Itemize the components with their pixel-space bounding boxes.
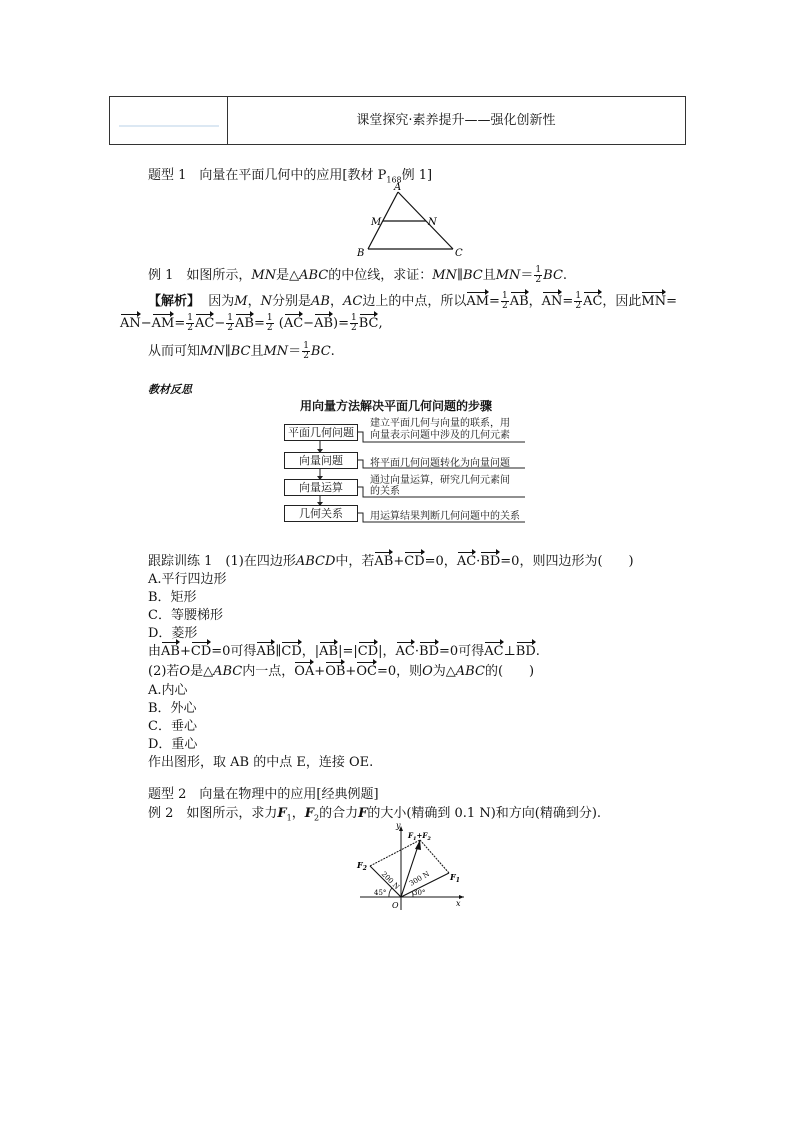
svg-text:30°: 30° — [413, 889, 426, 897]
flow-box-1: 平面几何问题 — [284, 424, 358, 441]
label-m: M — [371, 217, 382, 228]
svg-text:x: x — [456, 899, 461, 908]
option-2b: B．外心 — [148, 701, 197, 716]
option-2a: A.内心 — [148, 683, 188, 698]
example2-statement: 例 2 如图所示，求力$F_1$，$F_2$的合力F的大小(精确到 0.1 N)和方向(精确到分). — [148, 806, 602, 823]
option-1d: D．菱形 — [148, 626, 198, 641]
flow-box-4: 几何关系 — [284, 505, 358, 522]
header-title: 课堂探究·素养提升——强化创新性 — [356, 113, 556, 128]
section2-heading: 题型 2 向量在物理中的应用[经典例题] — [148, 787, 379, 802]
force-diagram — [352, 820, 472, 915]
flow-note-2: 将平面几何问题转化为向量问题 — [370, 458, 510, 469]
reflection-label: 教材反思 — [148, 383, 192, 396]
solution-line-3: 从而可知MN∥BC且MN＝ $\frac{1}{2}$ BC. — [148, 341, 335, 361]
svg-text:300 N: 300 N — [408, 869, 431, 888]
solution-line-2: AN−AM= $\frac{1}{2}$ AC− $\frac{1}{2}$ AB= $\frac{1}{2}$ (AC−AB)= $\frac{1}{2}$ BC, — [120, 313, 383, 333]
svg-text:F1+F2: $F_1+F_2$ — [408, 831, 431, 842]
svg-text:45°: 45° — [374, 889, 387, 897]
training1-answer2: 作出图形，取 AB 的中点 E，连接 OE. — [148, 755, 374, 770]
page-header — [109, 96, 686, 145]
option-2d: D．重心 — [148, 737, 198, 752]
label-c: C — [455, 248, 463, 259]
flow-note-3a: 通过向量运算，研究几何元素间 — [370, 475, 510, 486]
option-1c: C．等腰梯形 — [148, 608, 223, 623]
svg-text:F2: $F_2$ — [357, 860, 367, 872]
svg-text:200 N: 200 N — [379, 870, 401, 892]
training1-answer1: 由AB+CD=0可得AB∥CD，|AB|=|CD|，AC·BD=0可得AC⊥BD. — [148, 644, 540, 659]
solution-line-1: 【解析】 因为M，N分别是AB，AC边上的中点，所以AM= $\frac{1}{2}$ AB，AN= $\frac{1}{2}$ AC，因此MN= — [148, 291, 678, 311]
flow-title: 用向量方法解决平面几何问题的步骤 — [300, 399, 493, 413]
flow-note-1b: 向量表示问题中涉及的几何元素 — [370, 430, 510, 441]
flow-note-4: 用运算结果判断几何问题中的关系 — [370, 511, 520, 522]
training1-question2: (2)若O是△ABC内一点，OA+OB+OC=0，则O为△ABC的( ) — [148, 664, 535, 679]
header-logo — [110, 97, 228, 144]
svg-text:F1: $F_1$ — [450, 872, 460, 884]
option-1b: B．矩形 — [148, 590, 197, 605]
option-2c: C．垂心 — [148, 719, 197, 734]
training1-question1: 跟踪训练 1 (1)在四边形ABCD中，若AB+CD=0，AC·BD=0，则四边形为( ) — [148, 554, 634, 569]
flow-note-1a: 建立平面几何与向量的联系，用 — [370, 418, 510, 429]
svg-text:y: y — [396, 821, 401, 830]
svg-text:O: O — [392, 901, 399, 910]
option-1a: A.平行四边形 — [148, 572, 227, 587]
label-a: A — [394, 182, 402, 193]
flow-box-3: 向量运算 — [284, 479, 358, 496]
label-n: N — [428, 217, 437, 228]
example1-statement: 例 1 如图所示，MN是△ABC的中位线，求证：MN∥BC且MN＝ $\frac{1}{2}$ BC. — [148, 265, 568, 285]
flow-box-2: 向量问题 — [284, 452, 358, 469]
section1-heading: 题型 1 向量在平面几何中的应用[教材 $P_{168}$例 1] — [148, 168, 433, 185]
label-b: B — [357, 248, 365, 259]
triangle-figure — [352, 180, 472, 260]
flow-note-3b: 的关系 — [370, 486, 400, 497]
